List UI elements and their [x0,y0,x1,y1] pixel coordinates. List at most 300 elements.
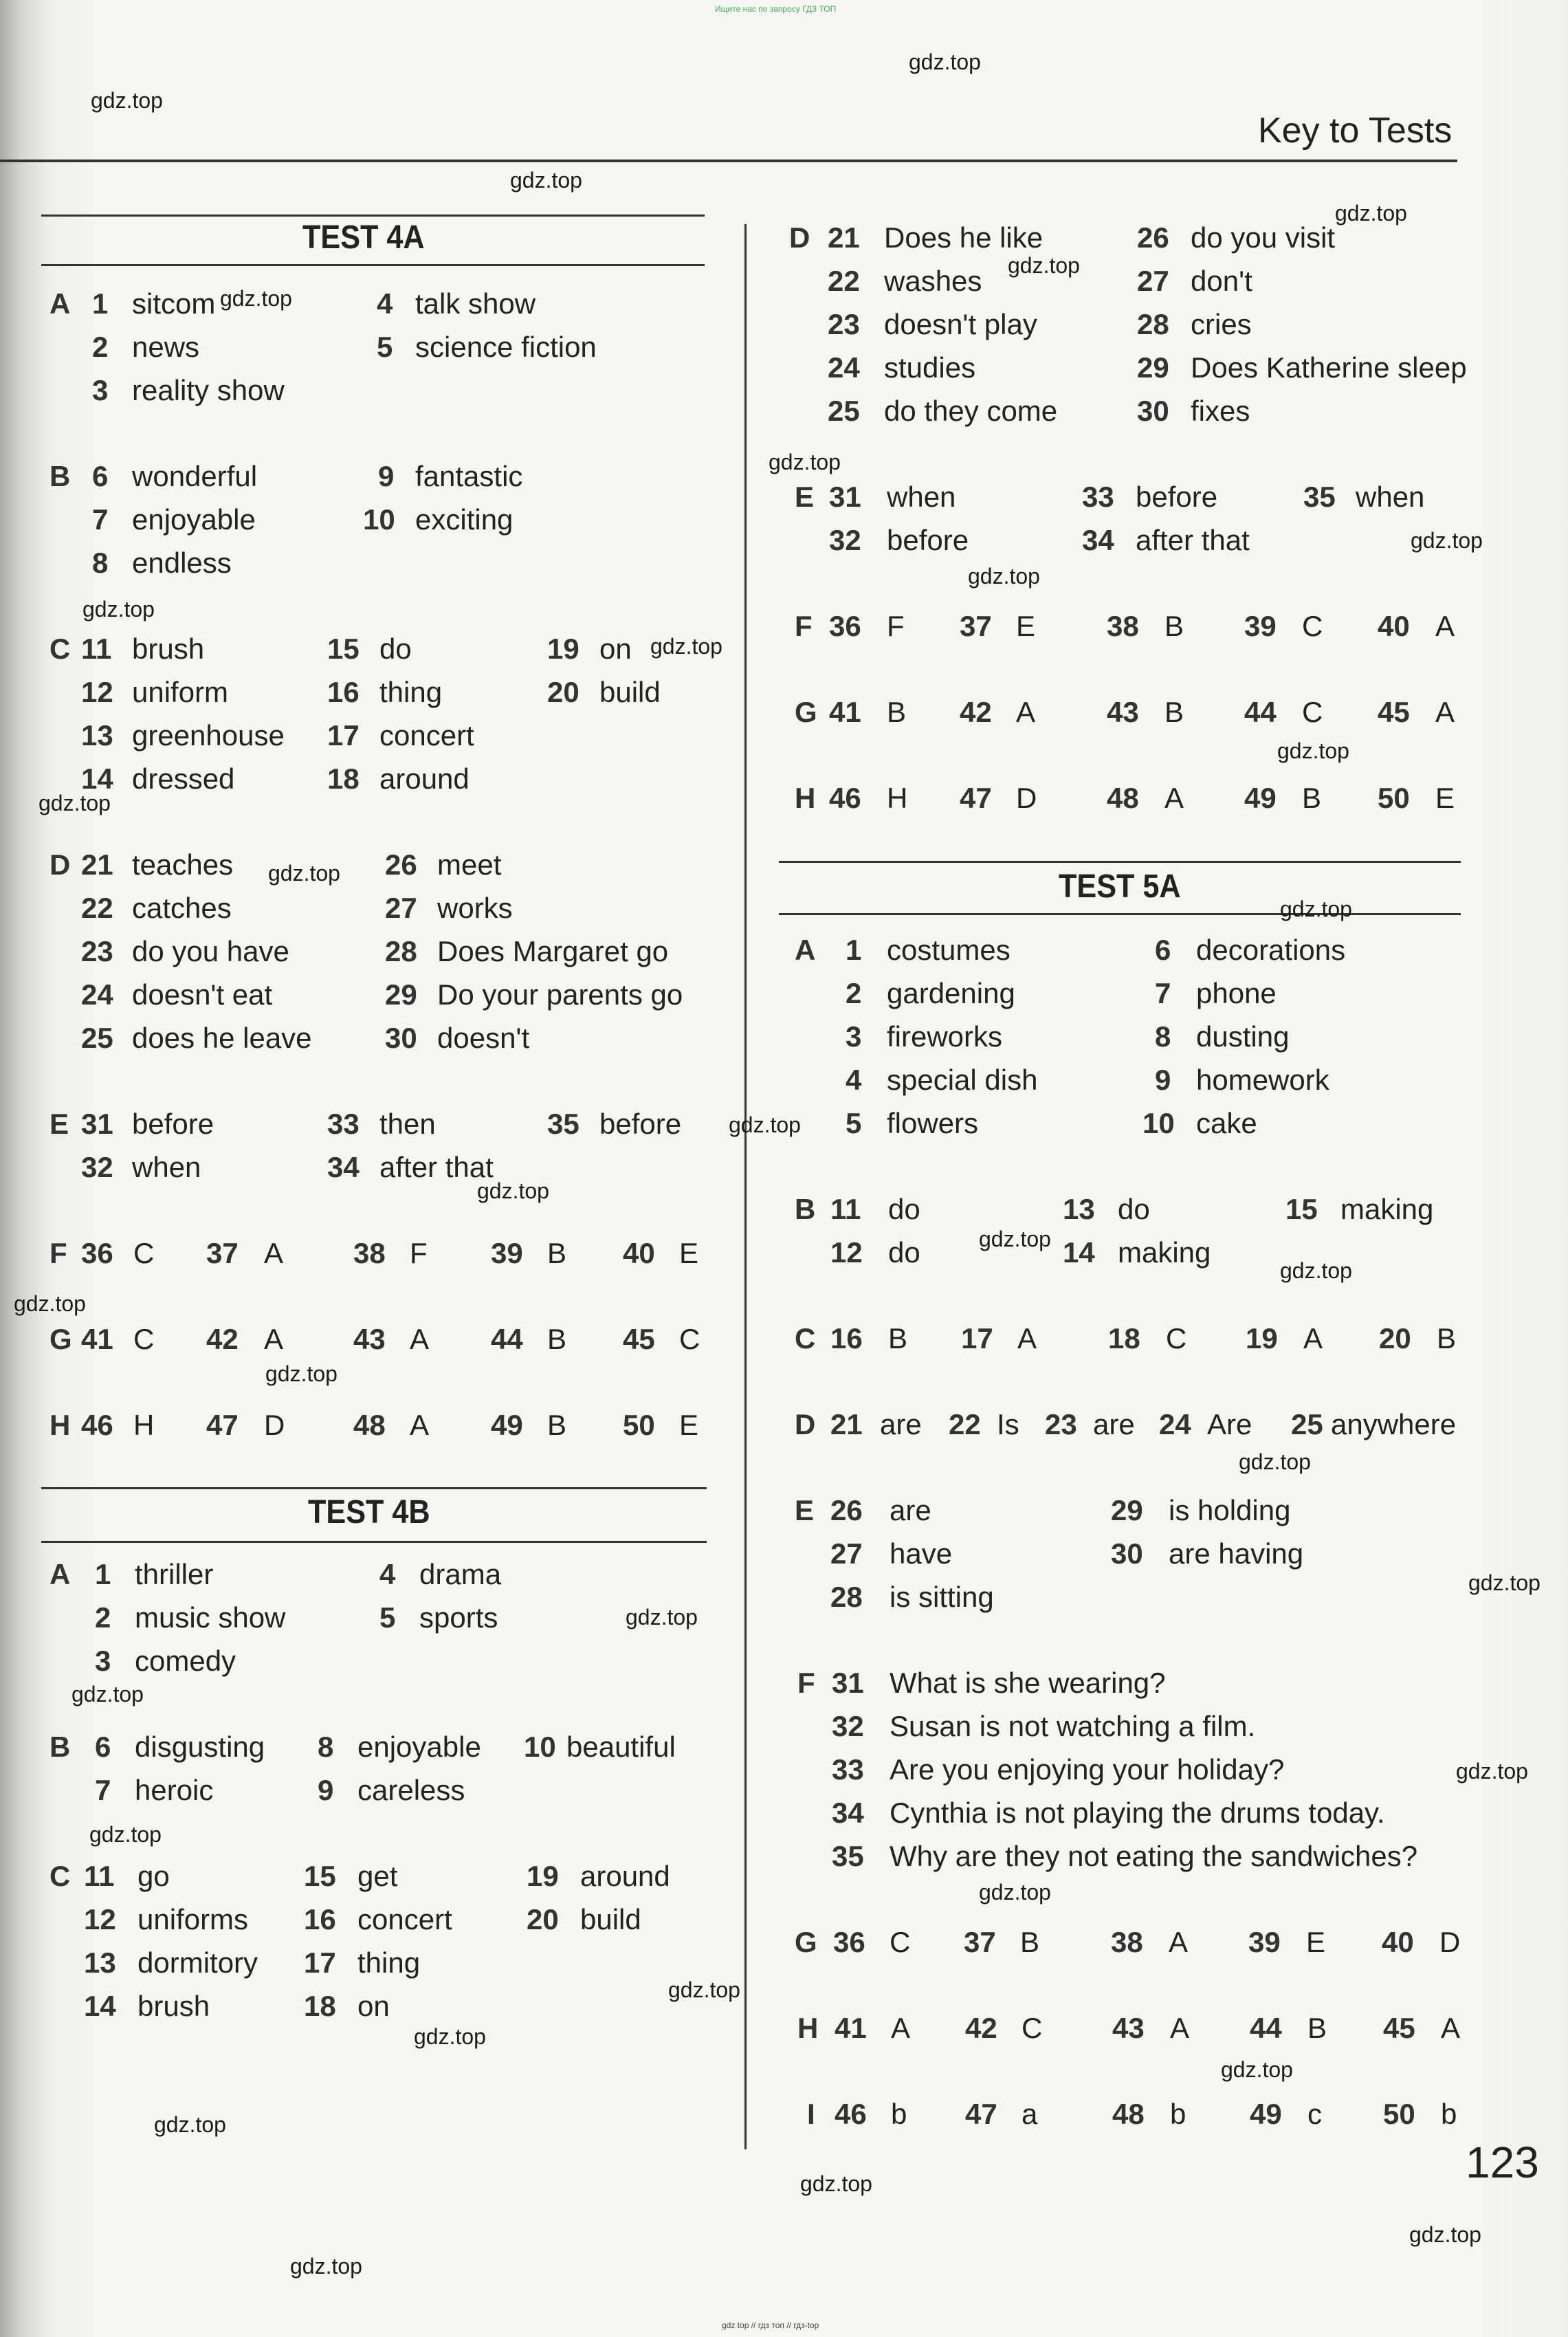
answer-number: 33 [832,1753,864,1786]
answer-number: 13 [1063,1193,1095,1225]
answer-text: comedy [135,1645,236,1677]
answer-number: 14 [81,762,113,795]
answer-text: doesn't play [884,308,1037,340]
answer-number: 41 [829,696,861,728]
answer-text: enjoyable [357,1731,481,1763]
section-letter: E [795,1494,815,1526]
watermark: gdz.top [510,168,582,193]
answer-text: concert [357,1903,452,1935]
answer-text: A [410,1409,430,1441]
answer-number: 36 [829,610,861,642]
answer-text: Are [1207,1408,1252,1440]
answer-text: c [1307,2098,1322,2130]
top-note: Ищите нас по запросу ГДЗ ТОП [715,4,837,14]
test-4a-bottom-rule [41,264,705,266]
header-title: Key to Tests [1258,111,1453,151]
answer-text: E [1306,1926,1326,1958]
answer-text: a [1022,2098,1038,2130]
answer-text: cries [1191,308,1252,340]
answer-number: 41 [81,1323,113,1355]
answer-number: 12 [84,1903,116,1935]
answer-text: anywhere [1331,1408,1457,1440]
answer-number: 23 [81,935,113,967]
answer-text: A [1435,610,1455,642]
answer-number: 35 [832,1840,864,1872]
section-letter: B [795,1193,816,1225]
answer-number: 48 [1107,782,1139,814]
answer-number: 3 [846,1020,862,1053]
answer-text: do you visit [1191,221,1336,254]
watermark: gdz.top [265,1361,338,1386]
answer-number: 6 [95,1731,111,1763]
answer-text: are having [1169,1537,1304,1570]
answer-text: C [1166,1322,1187,1354]
section-letter: H [797,2012,819,2044]
answer-text: disgusting [135,1731,265,1763]
answer-number: 21 [81,848,113,881]
section-letter: A [49,287,71,320]
answer-number: 25 [81,1022,113,1054]
section-letter: C [49,1860,71,1892]
answer-text: Why are they not eating the sandwiches? [890,1840,1418,1872]
answer-text: science fiction [415,331,597,363]
answer-text: A [1169,1926,1189,1958]
answer-text: sports [419,1601,498,1634]
answer-number: 40 [1378,610,1410,642]
answer-text: concert [379,719,474,751]
answer-number: 4 [846,1064,862,1096]
answer-text: after that [379,1151,494,1183]
answer-text: B [547,1409,567,1441]
answer-number: 6 [92,460,109,492]
answer-number: 42 [965,2012,997,2044]
answer-text: beautiful [566,1731,676,1763]
answer-number: 34 [327,1151,360,1183]
answer-number: 17 [961,1322,993,1354]
answer-text: fireworks [887,1020,1003,1053]
answer-text: teaches [132,848,234,881]
watermark: gdz.top [91,88,163,113]
answer-text: B [547,1323,567,1355]
answer-text: Does he like [884,221,1044,254]
answer-number: 45 [623,1323,655,1355]
answer-text: when [132,1151,201,1183]
answer-text: b [891,2098,907,2130]
watermark: gdz.top [154,2112,226,2137]
answer-number: 29 [1111,1494,1143,1526]
answer-number: 27 [830,1537,863,1570]
answer-text: H [133,1409,155,1441]
section-letter: B [49,1731,71,1763]
answer-number: 44 [1244,696,1277,728]
answer-text: music show [135,1601,286,1634]
answer-text: do [888,1193,920,1225]
header-rule [0,160,1457,162]
answer-number: 50 [623,1409,655,1441]
answer-number: 20 [527,1903,559,1935]
section-letter: A [49,1558,71,1590]
answer-number: 19 [527,1860,559,1892]
answer-number: 6 [1155,934,1171,966]
answer-number: 38 [1107,610,1139,642]
answer-text: B [547,1237,567,1269]
answer-text: uniform [132,676,229,708]
column-divider [744,224,747,2149]
section-letter: B [49,460,71,492]
answer-number: 50 [1378,782,1410,814]
answer-text: fantastic [415,460,523,492]
watermark: gdz.top [668,1977,740,2002]
section-letter: A [795,934,816,966]
answer-number: 21 [828,221,860,254]
answer-number: 3 [95,1645,111,1677]
answer-number: 30 [385,1022,417,1054]
answer-number: 18 [1108,1322,1140,1354]
answer-text: go [137,1860,170,1892]
answer-number: 26 [830,1494,863,1526]
test-4b-top-rule [41,1487,707,1489]
section-letter: H [795,782,816,814]
answer-number: 37 [964,1926,996,1958]
answer-number: 34 [832,1797,864,1829]
answer-number: 3 [92,374,109,406]
answer-number: 26 [385,848,417,881]
answer-number: 29 [1137,351,1169,384]
answer-number: 11 [81,633,112,665]
answer-number: 1 [846,934,862,966]
answer-text: then [379,1108,436,1140]
answer-number: 29 [385,978,417,1011]
answer-text: is sitting [890,1581,994,1613]
watermark: gdz.top [38,791,111,815]
watermark: gdz.top [626,1605,698,1630]
watermark: gdz.top [1335,201,1407,226]
answer-text: doesn't eat [132,978,273,1011]
answer-text: C [1022,2012,1043,2044]
answer-number: 20 [1379,1322,1411,1354]
answer-text: costumes [887,934,1011,966]
answer-number: 39 [1244,610,1277,642]
answer-text: around [580,1860,670,1892]
answer-text: brush [132,633,205,665]
answer-number: 39 [491,1237,523,1269]
answer-number: 41 [835,2012,867,2044]
answer-text: talk show [415,287,536,320]
answer-text: B [1307,2012,1327,2044]
answer-text: decorations [1196,934,1346,966]
answer-text: B [887,696,907,728]
answer-number: 42 [206,1323,239,1355]
answer-number: 5 [846,1107,862,1139]
answer-number: 45 [1383,2012,1415,2044]
section-letter: D [49,848,71,881]
answer-number: 24 [81,978,113,1011]
answer-text: thing [357,1946,421,1979]
watermark: gdz.top [1280,1258,1352,1283]
answer-text: A [410,1323,430,1355]
answer-text: Do your parents go [437,978,683,1011]
answer-text: doesn't [437,1022,530,1054]
answer-number: 43 [1107,696,1139,728]
answer-number: 24 [828,351,860,384]
answer-text: are [1093,1408,1135,1440]
answer-text: Susan is not watching a film. [890,1710,1256,1742]
answer-text: H [887,782,908,814]
test-4a-title: TEST 4A [302,219,425,256]
section-letter: F [795,610,813,642]
section-letter: G [49,1323,72,1355]
answer-number: 22 [828,265,860,297]
watermark: gdz.top [1221,2057,1293,2082]
answer-number: 7 [1155,977,1171,1009]
answer-text: before [887,524,969,556]
answer-number: 2 [95,1601,111,1634]
section-letter: C [795,1322,816,1354]
section-letter: D [795,1408,816,1440]
answer-text: build [599,676,661,708]
answer-number: 23 [828,308,860,340]
answer-text: endless [132,547,232,579]
answer-text: drama [419,1558,502,1590]
answer-number: 33 [327,1108,360,1140]
section-letter: I [807,2098,815,2130]
answer-number: 33 [1082,481,1114,513]
section-letter: D [789,221,810,254]
watermark: gdz.top [1456,1759,1528,1784]
watermark: gdz.top [290,2254,362,2279]
answer-text: dormitory [137,1946,258,1979]
answer-text: exciting [415,503,514,536]
answer-number: 28 [830,1581,863,1613]
answer-number: 4 [377,287,393,320]
watermark: gdz.top [14,1291,86,1316]
watermark: gdz.top [477,1178,549,1203]
watermark: gdz.top [1409,2222,1481,2247]
answer-number: 15 [327,633,360,665]
answer-text: F [887,610,905,642]
answer-number: 32 [829,524,861,556]
section-letter: F [49,1237,67,1269]
answer-text: C [679,1323,700,1355]
answer-text: do [379,633,412,665]
answer-text: have [890,1537,953,1570]
bottom-note: gdz top // гдз топ // гдз-top [722,2320,819,2330]
answer-number: 15 [304,1860,336,1892]
answer-text: flowers [887,1107,979,1139]
test-5a-bottom-rule [779,913,1461,915]
watermark: gdz.top [220,286,292,311]
section-letter: G [795,696,817,728]
answer-text: do they come [884,395,1058,427]
answer-number: 34 [1082,524,1114,556]
answer-number: 40 [1382,1926,1414,1958]
answer-number: 44 [491,1323,523,1355]
answer-number: 12 [81,676,113,708]
section-letter: H [49,1409,71,1441]
answer-text: B [1302,782,1322,814]
page-number: 123 [1466,2138,1539,2187]
answer-text: meet [437,848,502,881]
answer-text: does he leave [132,1022,312,1054]
answer-text: thriller [135,1558,214,1590]
answer-text: A [1016,696,1036,728]
answer-text: Cynthia is not playing the drums today. [890,1797,1385,1829]
answer-number: 37 [960,610,992,642]
answer-text: E [1435,782,1455,814]
answer-number: 28 [1137,308,1169,340]
answer-number: 13 [81,719,113,751]
answer-text: do you have [132,935,289,967]
answer-text: dusting [1196,1020,1290,1053]
answer-number: 15 [1285,1193,1318,1225]
answer-number: 8 [318,1731,334,1763]
answer-text: B [888,1322,908,1354]
answer-number: 30 [1137,395,1169,427]
answer-text: A [1170,2012,1190,2044]
answer-text: build [580,1903,641,1935]
answer-number: 12 [830,1236,863,1269]
answer-number: 10 [524,1731,556,1763]
answer-text: special dish [887,1064,1038,1096]
answer-text: before [599,1108,682,1140]
answer-number: 2 [92,331,109,363]
answer-number: 17 [304,1946,336,1979]
section-letter: E [795,481,815,513]
watermark: gdz.top [268,861,340,886]
answer-text: before [132,1108,214,1140]
answer-number: 31 [81,1108,113,1140]
answer-text: B [1437,1322,1457,1354]
watermark: gdz.top [729,1112,801,1137]
answer-number: 20 [547,676,579,708]
answer-text: b [1441,2098,1457,2130]
watermark: gdz.top [1280,897,1352,921]
answer-number: 48 [1112,2098,1145,2130]
answer-number: 4 [379,1558,396,1590]
watermark: gdz.top [979,1880,1051,1905]
answer-number: 43 [353,1323,386,1355]
answer-text: greenhouse [132,719,285,751]
answer-number: 40 [623,1237,655,1269]
section-letter: E [49,1108,69,1140]
answer-number: 38 [353,1237,386,1269]
answer-text: What is she wearing? [890,1667,1166,1699]
watermark: gdz.top [71,1682,144,1707]
answer-number: 9 [378,460,395,492]
answer-text: brush [137,1990,210,2022]
answer-text: A [264,1323,284,1355]
answer-text: before [1136,481,1218,513]
answer-number: 47 [206,1409,239,1441]
watermark: gdz.top [650,634,722,659]
watermark: gdz.top [979,1227,1051,1251]
answer-text: A [264,1237,284,1269]
answer-text: A [1441,2012,1461,2044]
answer-text: news [132,331,200,363]
answer-number: 49 [491,1409,523,1441]
answer-text: C [890,1926,911,1958]
answer-text: Is [997,1408,1019,1440]
answer-number: 31 [829,481,861,513]
answer-number: 36 [81,1237,113,1269]
answer-number: 46 [835,2098,867,2130]
watermark: gdz.top [89,1822,162,1847]
answer-number: 13 [84,1946,116,1979]
answer-number: 25 [1291,1408,1323,1440]
answer-number: 46 [81,1409,113,1441]
answer-number: 1 [92,287,109,320]
answer-number: 5 [379,1601,396,1634]
answer-number: 32 [832,1710,864,1742]
answer-number: 45 [1378,696,1410,728]
answer-text: Does Margaret go [437,935,669,967]
answer-number: 21 [830,1408,863,1440]
answer-text: making [1340,1193,1434,1225]
answer-number: 22 [949,1408,981,1440]
answer-number: 8 [1155,1020,1171,1053]
watermark: gdz.top [82,597,155,622]
answer-text: gardening [887,977,1015,1009]
watermark: gdz.top [1277,738,1349,763]
answer-number: 46 [829,782,861,814]
answer-number: 28 [385,935,417,967]
answer-number: 19 [1246,1322,1278,1354]
answer-number: 27 [1137,265,1169,297]
answer-number: 11 [830,1193,861,1225]
answer-number: 10 [363,503,395,536]
answer-text: are [890,1494,931,1526]
answer-text: Does Katherine sleep [1191,351,1467,384]
watermark: gdz.top [769,450,841,474]
answer-text: A [891,2012,911,2044]
test-5a-top-rule [779,861,1461,863]
answer-number: 49 [1244,782,1277,814]
answer-text: B [1164,610,1184,642]
answer-text: sitcom [132,287,216,320]
answer-text: reality show [132,374,285,406]
answer-number: 32 [81,1151,113,1183]
answer-text: dressed [132,762,235,795]
answer-text: B [1020,1926,1040,1958]
answer-number: 23 [1045,1408,1077,1440]
answer-number: 31 [832,1667,864,1699]
answer-number: 36 [833,1926,865,1958]
answer-text: around [379,762,470,795]
answer-text: homework [1196,1064,1329,1096]
answer-number: 14 [1063,1236,1095,1269]
answer-number: 50 [1383,2098,1415,2130]
answer-text: catches [132,892,232,924]
answer-text: C [133,1237,155,1269]
answer-number: 16 [327,676,360,708]
answer-text: E [1016,610,1036,642]
watermark: gdz.top [968,564,1040,589]
answer-number: 9 [1155,1064,1171,1096]
answer-number: 27 [385,892,417,924]
answer-text: A [1435,696,1455,728]
answer-number: 44 [1250,2012,1282,2044]
watermark: gdz.top [1008,253,1080,278]
watermark: gdz.top [414,2024,486,2049]
answer-text: when [887,481,956,513]
answer-number: 30 [1111,1537,1143,1570]
answer-text: after that [1136,524,1250,556]
answer-number: 47 [965,2098,997,2130]
watermark: gdz.top [1239,1449,1311,1474]
test-4a-top-rule [41,215,705,217]
answer-text: enjoyable [132,503,256,536]
answer-text: cake [1196,1107,1257,1139]
